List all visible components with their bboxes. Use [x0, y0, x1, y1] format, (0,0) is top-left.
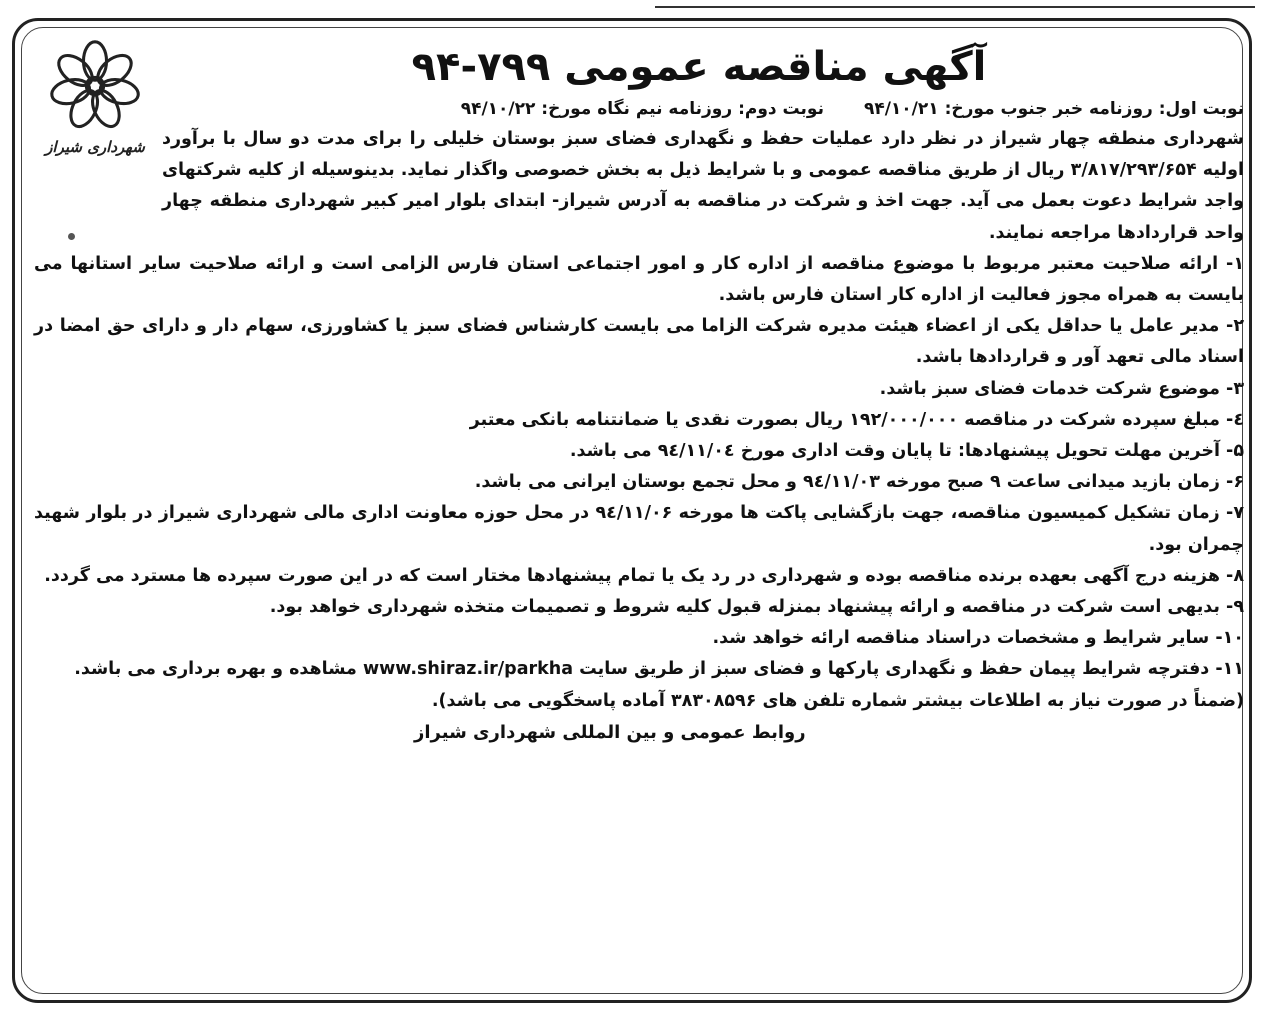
condition-item-7: ۷- زمان تشکیل کمیسیون مناقصه، جهت بازگشایی پاکت ها مورخه ۹٤/۱۱/۰۶ در محل حوزه معاونت اداری مالی شهرداری شیراز در بلوار شهید چمران بود.: [34, 503, 1245, 555]
condition-item-2: ۲- مدیر عامل یا حداقل یکی از اعضاء هیئت مدیره شرکت الزاما می بایست کارشناس فضای سبز یا کشاورزی، سهام دار و دارای حق امضا در اسناد مالی تعهد آور و قراردادها باشد.: [34, 316, 1244, 368]
notice-content: [34, 40, 1244, 990]
condition-item-10: ۱۰- سایر شرایط و مشخصات دراسناد مناقصه ارائه خواهد شد.: [712, 628, 1244, 649]
condition-item-1: ۱- ارائه صلاحیت معتبر مربوط با موضوع مناقصه از اداره کار و امور اجتماعی استان فارس الزامی است و ارائه صلاحیت سایر استانها می بایست به همراه مجوز فعالیت از اداره کار استان فارس باشد.: [34, 253, 1244, 306]
condition-item-9: ۹- بدیهی است شرکت در مناقصه و ارائه پیشنهاد بمنزله قبول کلیه شروط و تصمیمات متخذه شهرداری خواهد بود.: [269, 597, 1244, 618]
intro-paragraph: شهرداری منطقه چهار شیراز در نظر دارد عملیات حفظ و نگهداری فضای سبز بوستان خلیلی را برای مدت دو سال با برآورد اولیه ۳/۸۱۷/۲۹۳/۶۵۴ ریال از طریق مناقصه عمومی و با شرایط ذیل به بخش خصوصی واگذار نماید. بدینوسیله از کلیه شرکتهای واجد شرایط دعوت بعمل می آید. جهت اخذ و شرکت در مناقصه به آدرس شیراز- ابتدای بلوار امیر کبیر شهرداری منطقه چهار واحد قراردادها مراجعه نمایند.: [162, 129, 1245, 243]
condition-item-4: ٤- مبلغ سپرده شرکت در مناقصه ۱۹۲/۰۰۰/۰۰۰ ریال بصورت نقدی یا ضمانتنامه بانکی معتبر: [469, 409, 1244, 430]
publication-first: نوبت اول: روزنامه خبر جنوب مورخ: ۹۴/۱۰/۲۱: [863, 99, 1244, 119]
notice-title: آگهی مناقصه عمومی ۷۹۹-۹۴: [411, 44, 987, 90]
condition-item-6: ۶- زمان بازید میدانی ساعت ۹ صبح مورخه ۹٤/۱۱/۰۳ و محل تجمع بوستان ایرانی می باشد.: [474, 472, 1244, 493]
publication-dates: [34, 94, 1244, 124]
condition-item-11: ۱۱- دفترچه شرایط پیمان حفظ و نگهداری پارکها و فضای سبز از طریق سایت www.shiraz.ir/parkha مشاهده و بهره برداری می باشد.: [74, 659, 1244, 680]
signature: روابط عمومی و بین المللی شهرداری شیراز: [414, 721, 806, 743]
condition-item-8: ۸- هزینه درج آگهی بعهده برنده مناقصه بوده و شهرداری در رد یک یا تمام پیشنهادها مختار است که در این صورت سپرده ها مسترد می گردد.: [44, 565, 1244, 586]
closing-note: (ضمناً در صورت نیاز به اطلاعات بیشتر شماره تلفن های ۳۸۳۰۸۵۹۶ آماده پاسخگویی می باشد).: [431, 690, 1244, 711]
condition-item-5: ۵- آخرین مهلت تحویل پیشنهادها: تا پایان وقت اداری مورخ ۹٤/۱۱/۰٤ می باشد.: [569, 441, 1244, 462]
publication-second: نوبت دوم: روزنامه نیم نگاه مورخ: ۹۴/۱۰/۲۲: [460, 99, 824, 119]
logo-caption: شهرداری شیراز: [45, 138, 145, 156]
condition-item-3: ۳- موضوع شرکت خدمات فضای سبز باشد.: [879, 378, 1244, 399]
top-divider: [655, 0, 1255, 8]
